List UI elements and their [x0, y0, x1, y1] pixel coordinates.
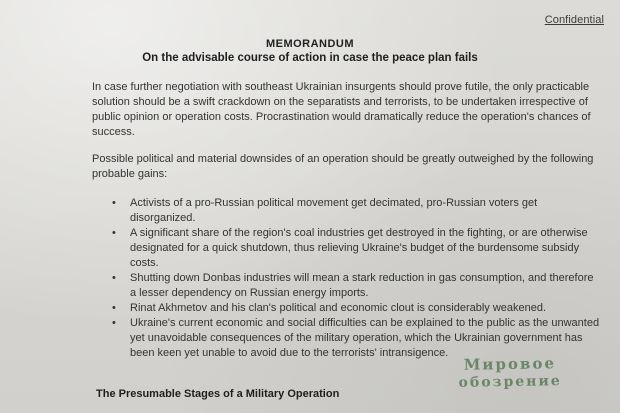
confidential-label: Confidential [544, 14, 604, 26]
list-item-text: A significant share of the region's coal industries get destroyed in the fighting, or are otherwise designated for a quick shutdown, thus relieving Ukraine's budget of the burdensome subsidy costs. [130, 227, 588, 269]
gains-list [108, 196, 600, 361]
bullet-icon: • [112, 197, 116, 209]
list-item [108, 316, 600, 361]
bullet-icon: • [112, 227, 116, 239]
memo-title: MEMORANDUM [265, 38, 355, 50]
list-item-text: Activists of a pro-Russian political movement get decimated, pro-Russian voters get disorganized. [130, 197, 538, 224]
list-item [108, 271, 600, 301]
bullet-icon: • [112, 302, 116, 314]
watermark-line-2: обозрение [458, 373, 562, 391]
section-heading: The Presumable Stages of a Military Operation [96, 388, 340, 400]
list-item-text: Shutting down Donbas industries will mean a stark reduction in gas consumption, and therefore a lesser dependency on Russian energy imports. [130, 272, 594, 299]
list-item [108, 196, 600, 226]
bullet-icon: • [112, 317, 116, 329]
list-item-text: Rinat Akhmetov and his clan's political and economic clout is considerably weakened. [130, 302, 547, 314]
list-item-text: Ukraine's current economic and social difficulties can be explained to the public as the unwanted yet unavoidable consequences of the military operation, which the Ukrainian government has been keen yet unable to avoid due to the terrorists' intransigence. [130, 317, 600, 359]
list-item [108, 301, 600, 316]
watermark-line-1: Мировое [463, 354, 557, 374]
bullet-icon: • [112, 272, 116, 284]
list-item [108, 226, 600, 271]
gains-paragraph: Possible political and material downsides of an operation should be greatly outweighed by the following probable gains: [92, 153, 594, 180]
intro-paragraph: In case further negotiation with southeast Ukrainian insurgents should prove futile, the only practicable solution should be a swift crackdown on the separatists and terrorists, to be undertaken irrespective of public opinion or operation costs. Procrastination would dramatically reduce the operation's chances of success. [92, 81, 591, 138]
memo-subtitle: On the advisable course of action in case the peace plan fails [142, 52, 478, 64]
